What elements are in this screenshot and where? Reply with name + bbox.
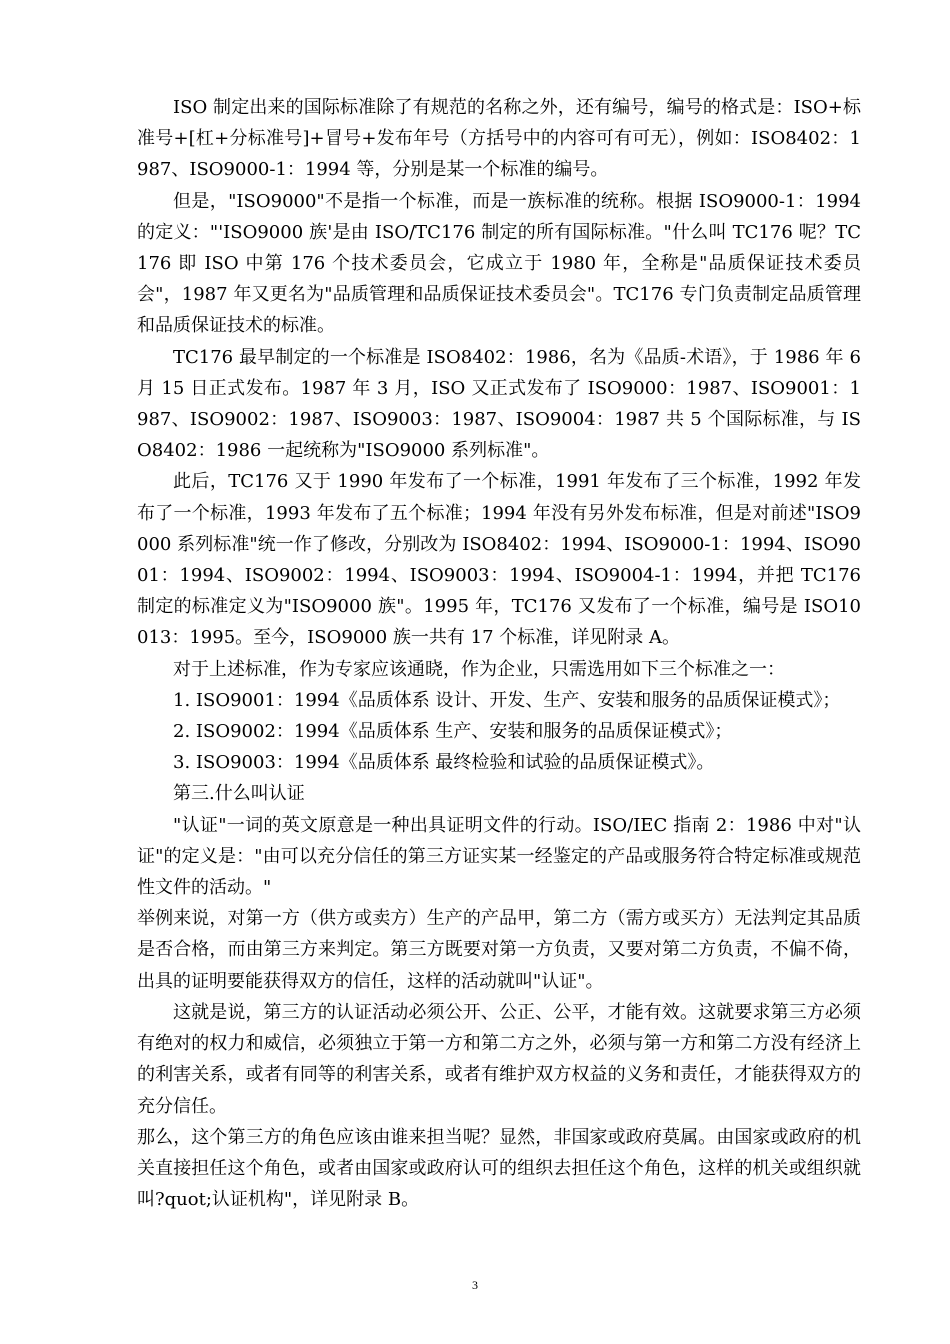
paragraph-certification-example: 举例来说，对第一方（供方或卖方）生产的产品甲，第二方（需方或买方）无法判定其品质是否合格，而由第三方来判定。第三方既要对第一方负责，又要对第二方负责，不偏不倚，出具的证明要能获得双方的信任，这样的活动就叫"认证"。: [137, 908, 861, 992]
document-body: [137, 92, 861, 1215]
paragraph-certification-definition: "认证"一词的英文原意是一种出具证明文件的行动。ISO/IEC 指南 2：1986 中对"认证"的定义是："由可以充分信任的第三方证实某一经鉴定的产品或服务符合特定标准或规范性文件的活动。": [137, 814, 861, 899]
paragraph-standard-choice: 对于上述标准，作为专家应该通晓，作为企业，只需选用如下三个标准之一：: [173, 658, 785, 680]
list-item-iso9003: 3. ISO9003：1994《品质体系 最终检验和试验的品质保证模式》。: [173, 752, 715, 774]
paragraph-certification-body: 那么，这个第三方的角色应该由谁来担当呢？显然，非国家或政府莫属。由国家或政府的机关直接担任这个角色，或者由国家或政府认可的组织去担任这个角色，这样的机关或组织就叫?quot;认证机构"，详见附录 B。: [137, 1126, 861, 1211]
paragraph-third-party-requirements: 这就是说，第三方的认证活动必须公开、公正、公平，才能有效。这就要求第三方必须有绝对的权力和威信，必须独立于第一方和第二方之外，必须与第一方和第二方没有经济上的利害关系，或者有同等的利害关系，或者有维护双方权益的义务和责任，才能获得双方的充分信任。: [137, 1001, 861, 1117]
page-number: 3: [472, 1278, 478, 1292]
list-item-iso9002: 2. ISO9002：1994《品质体系 生产、安装和服务的品质保证模式》；: [173, 721, 733, 743]
paragraph-tc176-history: TC176 最早制定的一个标准是 ISO8402：1986，名为《品质-术语》，于 1986 年 6 月 15 日正式发布。1987 年 3 月，ISO 又正式发布了 ISO9000：1987、ISO9001：1987、ISO9002：1987、ISO9003：1987、ISO9004：1987 共 5 个国际标准，与 ISO8402：1986 一起统称为"ISO9000 系列标准"。: [137, 346, 861, 462]
paragraph-later-standards: 此后，TC176 又于 1990 年发布了一个标准，1991 年发布了三个标准，1992 年发布了一个标准，1993 年发布了五个标准；1994 年没有另外发布标准，但是对前述"ISO9000 系列标准"统一作了修改，分别改为 ISO8402：1994、ISO9000-1：1994、ISO9001：1994、ISO9002：1994、ISO9003：1994、ISO9004-1：1994，并把 TC176 制定的标准定义为"ISO9000 族"。1995 年，TC176 又发布了一个标准，编号是 ISO10013：1995。至今，ISO9000 族一共有 17 个标准，详见附录 A。: [137, 471, 861, 649]
paragraph-iso9000-definition: 但是，"ISO9000"不是指一个标准，而是一族标准的统称。根据 ISO9000-1：1994 的定义："'ISO9000 族'是由 ISO/TC176 制定的所有国际标准。"什么叫 TC176 呢？TC176 即 ISO 中第 176 个技术委员会，它成立于 1980 年，全称是"品质保证技术委员会"，1987 年又更名为"品质管理和品质保证技术委员会"。TC176 专门负责制定品质管理和品质保证技术的标准。: [137, 190, 861, 337]
paragraph-iso-numbering: ISO 制定出来的国际标准除了有规范的名称之外，还有编号，编号的格式是：ISO+标准号+[杠+分标准号]+冒号+发布年号（方括号中的内容可有可无），例如：ISO8402：1987、ISO9000-1：1994 等，分别是某一个标准的编号。: [137, 97, 861, 181]
section-heading-certification: 第三.什么叫认证: [173, 783, 305, 805]
list-item-iso9001: 1. ISO9001：1994《品质体系 设计、开发、生产、安装和服务的品质保证模式》；: [173, 689, 841, 711]
